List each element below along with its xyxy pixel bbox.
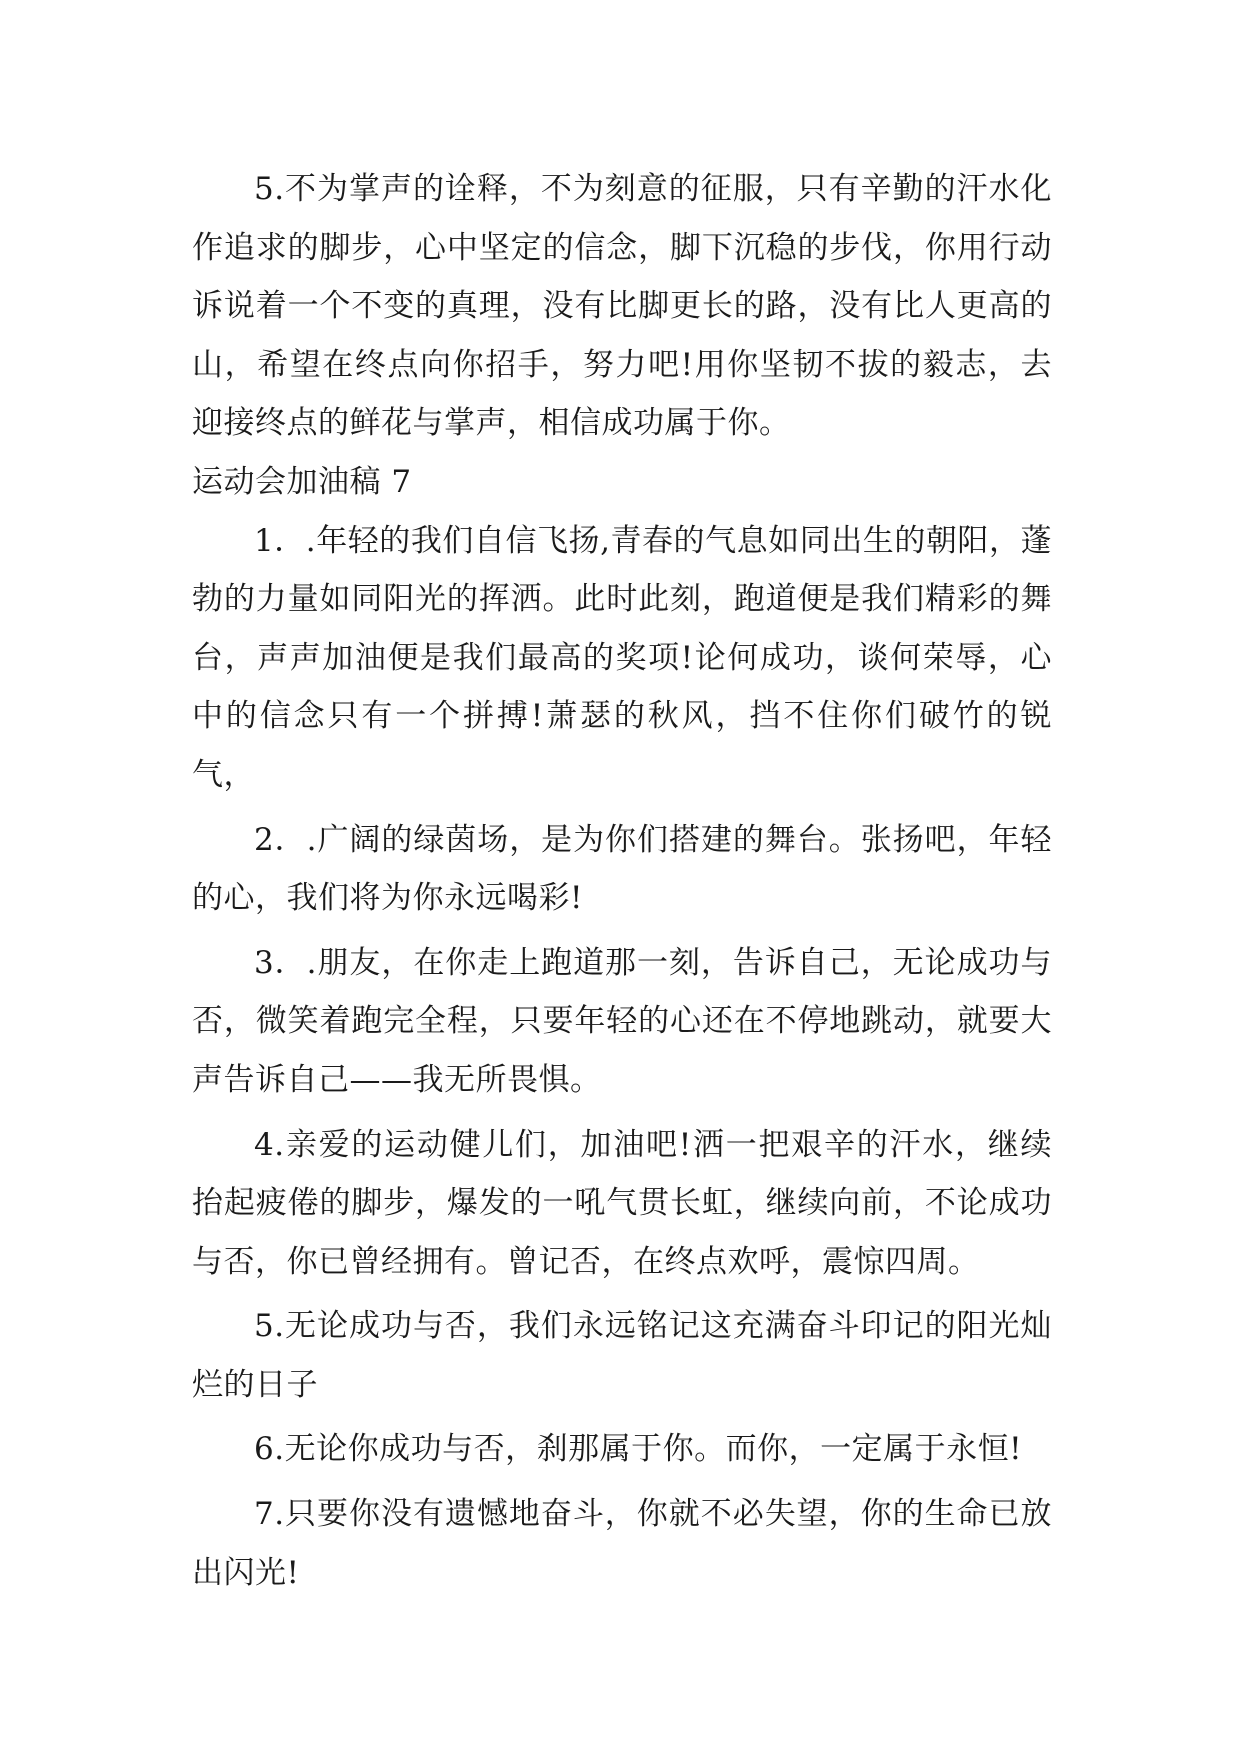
- paragraph-1: 1．.年轻的我们自信飞扬,青春的气息如同出生的朝阳，蓬勃的力量如同阳光的挥洒。此时此刻，跑道便是我们精彩的舞台，声声加油便是我们最高的奖项!论何成功，谈何荣辱，心中的信念只有一个拼搏!萧瑟的秋风，挡不住你们破竹的锐气，: [192, 522, 1052, 793]
- paragraph-4: 4.亲爱的运动健儿们，加油吧!洒一把艰辛的汗水，继续抬起疲倦的脚步，爆发的一吼气贯长虹，继续向前，不论成功与否，你已曾经拥有。曾记否，在终点欢呼，震惊四周。: [192, 1126, 1052, 1280]
- paragraph-2: 2．.广阔的绿茵场，是为你们搭建的舞台。张扬吧，年轻的心，我们将为你永远喝彩!: [192, 821, 1052, 917]
- intro-paragraph: 5.不为掌声的诠释，不为刻意的征服，只有辛勤的汗水化作追求的脚步，心中坚定的信念，脚下沉稳的步伐，你用行动诉说着一个不变的真理，没有比脚更长的路，没有比人更高的山，希望在终点向你招手，努力吧!用你坚韧不拔的毅志，去迎接终点的鲜花与掌声，相信成功属于你。: [192, 171, 1052, 442]
- document-page: [192, 160, 1052, 1608]
- paragraph-6: 6.无论你成功与否，刹那属于你。而你，一定属于永恒!: [254, 1431, 1023, 1468]
- paragraph-7: 7.只要你没有遗憾地奋斗，你就不必失望，你的生命已放出闪光!: [192, 1496, 1052, 1591]
- section-title: 运动会加油稿 7: [192, 463, 412, 500]
- paragraph-3: 3．.朋友，在你走上跑道那一刻，告诉自己，无论成功与否，微笑着跑完全程，只要年轻的心还在不停地跳动，就要大声告诉自己——我无所畏惧。: [192, 944, 1052, 1098]
- paragraph-5: 5.无论成功与否，我们永远铭记这充满奋斗印记的阳光灿烂的日子: [192, 1308, 1052, 1403]
